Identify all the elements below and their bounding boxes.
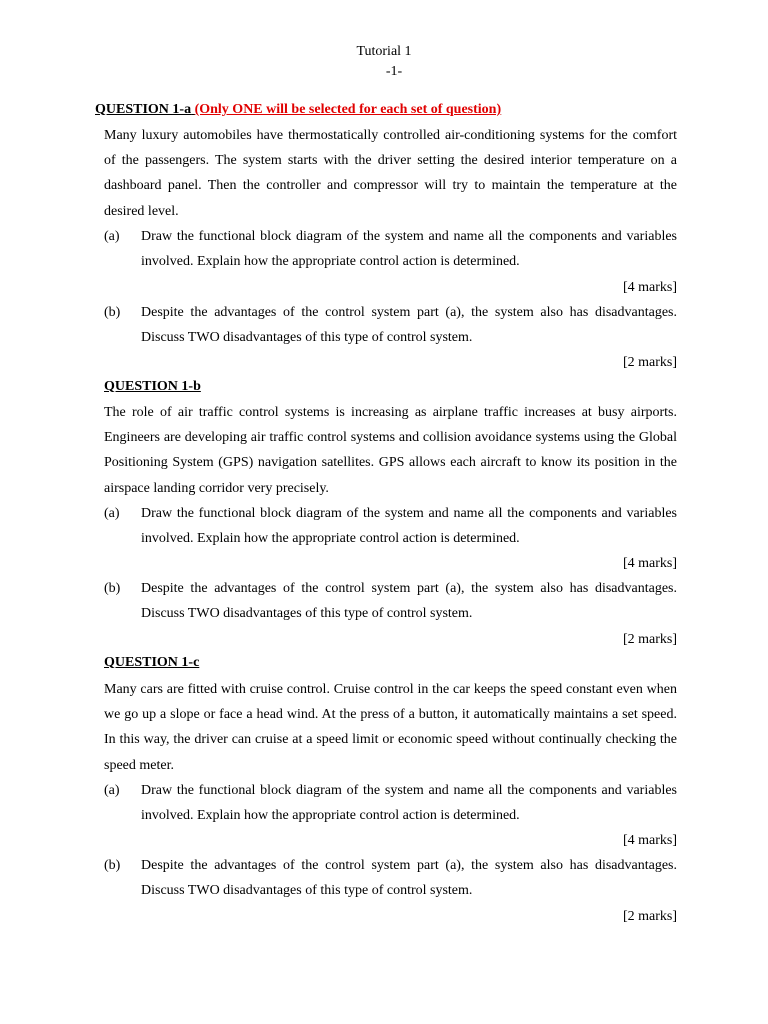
document-title: Tutorial 1 (356, 44, 412, 59)
page-number: -1- (385, 64, 403, 79)
part-text: Draw the functional block diagram of the system and name all the components and variables involved. Explain how the appropriate control action is determined. (141, 229, 677, 270)
question-1a-part-a (104, 224, 677, 274)
question-1a-title: QUESTION 1-a (95, 102, 192, 117)
part-label: (b) (104, 305, 121, 320)
question-1c-part-a (104, 778, 677, 828)
question-1b-part-a (104, 501, 677, 551)
question-1b-part-b (104, 576, 677, 626)
part-label: (b) (104, 581, 121, 596)
question-1c-heading (104, 655, 199, 671)
part-text: Draw the functional block diagram of the system and name all the components and variables involved. Explain how the appropriate control action is determined. (141, 783, 677, 824)
question-1b-heading (104, 379, 201, 395)
question-1b-part-a-marks: [4 marks] (622, 556, 677, 571)
question-1a-part-a-marks: [4 marks] (622, 280, 677, 295)
question-1c-body: Many cars are fitted with cruise control. Cruise control in the car keeps the speed constant even when we go up a slope or face a head wind. At the press of a button, it automatically maintains a set speed. In this way, the driver can cruise at a speed limit or economic speed without continually checking the speed meter. (104, 682, 677, 773)
question-1a-part-b-marks: [2 marks] (622, 355, 677, 370)
part-label: (a) (104, 506, 120, 521)
question-1c-part-b (104, 853, 677, 903)
question-1b-title: QUESTION 1-b (104, 379, 201, 394)
question-1b-part-b-marks: [2 marks] (622, 632, 677, 647)
question-1a-body: Many luxury automobiles have thermostatically controlled air-conditioning systems for the comfort of the passengers. The system starts with the driver setting the desired interior temperature on a dashboard panel. Then the controller and compressor will try to maintain the temperature at the desired level. (104, 128, 677, 219)
question-1a-part-b (104, 300, 677, 350)
question-1c-part-a-marks: [4 marks] (622, 833, 677, 848)
question-selection-note: (Only ONE will be selected for each set of question) (194, 102, 502, 117)
part-label: (a) (104, 229, 120, 244)
part-label: (a) (104, 783, 120, 798)
question-1a-heading (95, 102, 501, 118)
part-label: (b) (104, 858, 121, 873)
part-text: Despite the advantages of the control system part (a), the system also has disadvantages. Discuss TWO disadvantages of this type of control system. (141, 305, 677, 346)
part-text: Draw the functional block diagram of the system and name all the components and variables involved. Explain how the appropriate control action is determined. (141, 506, 677, 547)
question-1c-part-b-marks: [2 marks] (622, 909, 677, 924)
question-1c-title: QUESTION 1-c (104, 655, 200, 670)
part-text: Despite the advantages of the control system part (a), the system also has disadvantages. Discuss TWO disadvantages of this type of control system. (141, 858, 677, 899)
part-text: Despite the advantages of the control system part (a), the system also has disadvantages. Discuss TWO disadvantages of this type of control system. (141, 581, 677, 622)
question-1b-body: The role of air traffic control systems is increasing as airplane traffic increases at busy airports. Engineers are developing air traffic control systems and collision avoidance systems using the Global Positioning System (GPS) navigation satellites. GPS allows each aircraft to know its position in the airspace landing corridor very precisely. (104, 405, 677, 496)
